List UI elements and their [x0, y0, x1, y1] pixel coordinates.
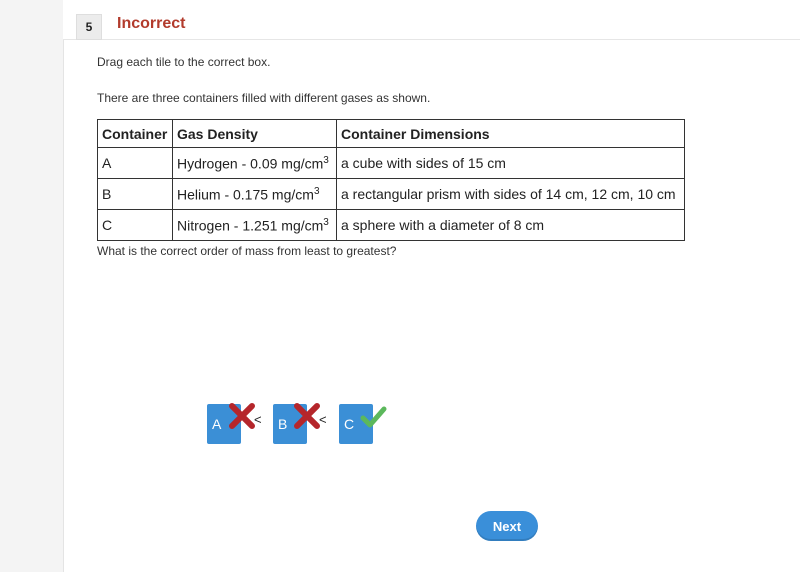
question-prompt: What is the correct order of mass from least to greatest? [97, 244, 397, 258]
unit-exponent: 3 [313, 185, 320, 197]
column-header: Container Dimensions [337, 120, 685, 148]
dimensions-cell: a sphere with a diameter of 8 cm [337, 210, 685, 241]
density-cell [173, 210, 337, 241]
order-separator: < [319, 412, 327, 427]
answer-tile-b[interactable]: B [273, 404, 307, 444]
density-text: Helium - 0.175 mg/cm [177, 186, 314, 203]
container-cell: C [98, 210, 173, 241]
density-cell [173, 179, 337, 210]
column-header: Container [98, 120, 173, 148]
unit-exponent: 3 [323, 216, 329, 228]
table-row [98, 179, 685, 210]
next-button[interactable]: Next [476, 511, 538, 541]
column-header: Gas Density [173, 120, 337, 148]
dimensions-cell: a cube with sides of 15 cm [337, 148, 685, 179]
instruction-text: Drag each tile to the correct box. [97, 55, 271, 69]
unit-exponent: 3 [323, 154, 329, 166]
density-text: Nitrogen - 1.251 mg/cm [177, 217, 324, 234]
incorrect-x-icon [293, 402, 321, 430]
answer-tile-c[interactable]: C [339, 404, 373, 444]
content-panel [63, 0, 800, 572]
table-row [98, 210, 685, 241]
density-cell [173, 148, 337, 179]
gas-table [97, 119, 685, 241]
answer-tile-a[interactable]: A [207, 404, 241, 444]
table-row [98, 148, 685, 179]
correct-check-icon [359, 404, 387, 432]
container-cell: A [98, 148, 173, 179]
incorrect-x-icon [228, 402, 256, 430]
intro-text: There are three containers filled with different gases as shown. [97, 91, 431, 105]
result-status: Incorrect [117, 15, 186, 32]
question-number: 5 [76, 14, 102, 40]
order-separator: < [254, 412, 262, 427]
dimensions-cell: a rectangular prism with sides of 14 cm, 12 cm, 10 cm [337, 179, 685, 210]
density-text: Hydrogen - 0.09 mg/cm [177, 155, 324, 172]
table-header-row [98, 120, 685, 148]
container-cell: B [98, 179, 173, 210]
